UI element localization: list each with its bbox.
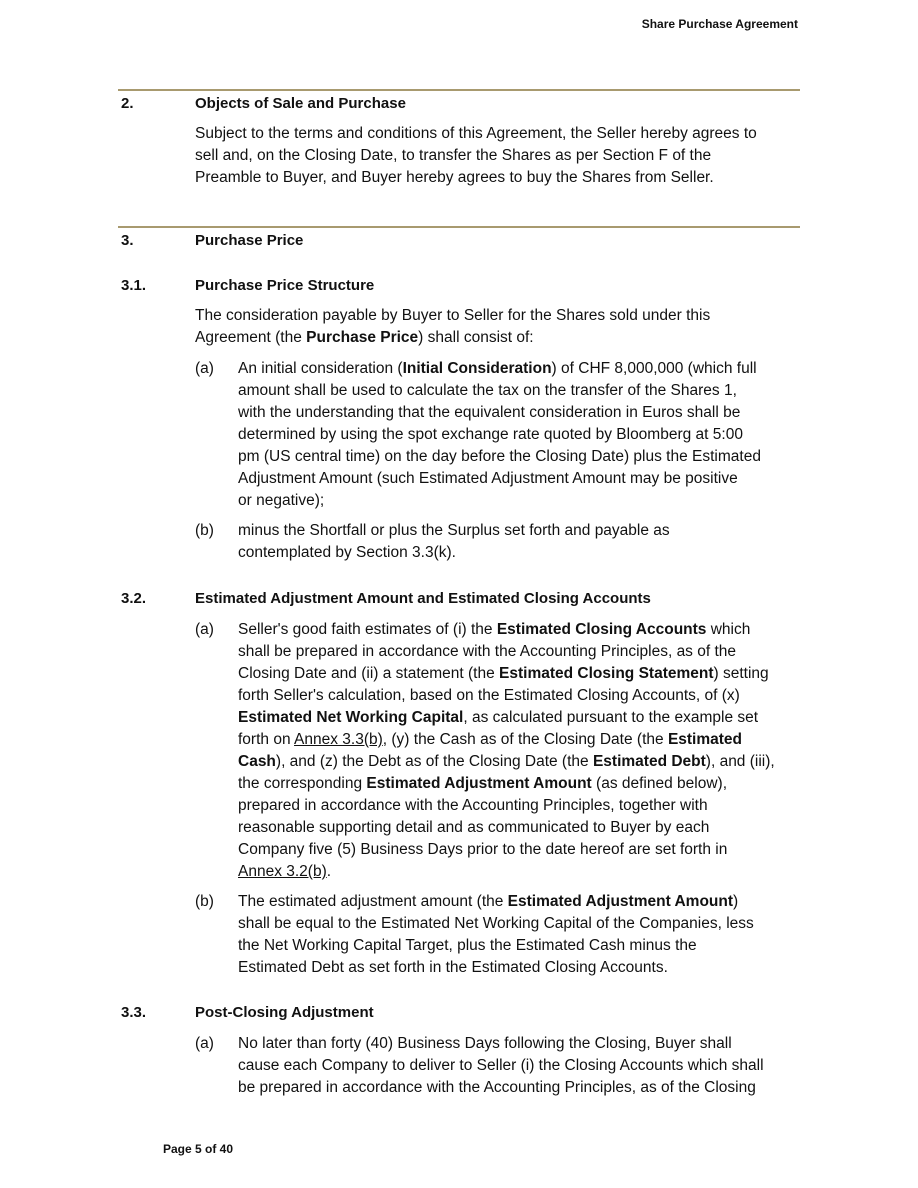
text-line xyxy=(238,490,808,512)
running-header: Share Purchase Agreement xyxy=(641,17,798,31)
annex-reference: Annex 3.2(b) xyxy=(238,863,327,880)
list-marker: (b) xyxy=(195,893,214,910)
text-run: ), and (iii), xyxy=(705,753,775,770)
section-divider xyxy=(118,226,800,228)
text-line xyxy=(238,380,808,402)
text-run: be prepared in accordance with the Accounting Principles, as of the Closing xyxy=(238,1079,756,1096)
text-run: Adjustment Amount (such Estimated Adjustment Amount may be positive xyxy=(238,470,738,487)
subsection-heading: Estimated Adjustment Amount and Estimated Closing Accounts xyxy=(195,590,651,607)
text-run: (as defined below), xyxy=(591,775,728,792)
text-run: pm (US central time) on the day before the Closing Date) plus the Estimated xyxy=(238,448,761,465)
text-line xyxy=(238,707,808,729)
text-run: the Net Working Capital Target, plus the Estimated Cash minus the xyxy=(238,937,697,954)
text-line xyxy=(238,542,808,564)
text-line xyxy=(238,424,808,446)
text-line xyxy=(238,402,808,424)
text-line xyxy=(238,795,808,817)
subsection-number: 3.2. xyxy=(121,590,147,607)
text-line xyxy=(238,935,808,957)
text-line xyxy=(238,839,808,861)
defined-term: Estimated Net Working Capital xyxy=(238,709,464,726)
text-run: determined by using the spot exchange rate quoted by Bloomberg at 5:00 xyxy=(238,426,743,443)
text-line xyxy=(195,305,805,327)
text-run: reasonable supporting detail and as communicated to Buyer by each xyxy=(238,819,710,836)
section-heading: Objects of Sale and Purchase xyxy=(195,95,406,112)
list-marker: (a) xyxy=(195,360,214,377)
text-run: Seller's good faith estimates of (i) the xyxy=(238,621,497,638)
text-line xyxy=(238,358,808,380)
text-run: , as calculated pursuant to the example set xyxy=(463,709,759,726)
defined-term: Cash xyxy=(238,753,276,770)
defined-term: Estimated xyxy=(667,731,743,748)
text-run: amount shall be used to calculate the tax on the transfer of the Shares 1, xyxy=(238,382,737,399)
text-run: The consideration payable by Buyer to Seller for the Shares sold under this xyxy=(195,307,711,324)
text-line xyxy=(195,145,805,167)
list-item xyxy=(238,358,808,512)
text-run: Agreement (the xyxy=(195,329,307,346)
text-line xyxy=(195,327,805,349)
text-run: No later than forty (40) Business Days following the Closing, Buyer shall xyxy=(238,1035,732,1052)
section-body xyxy=(195,123,805,189)
text-line xyxy=(238,817,808,839)
text-run: Preamble to Buyer, and Buyer hereby agrees to buy the Shares from Seller. xyxy=(195,169,714,186)
text-run: sell and, on the Closing Date, to transfer the Shares as per Section F of the xyxy=(195,147,712,164)
text-line xyxy=(238,446,808,468)
text-run: shall be prepared in accordance with the Accounting Principles, as of the xyxy=(238,643,737,660)
section-number: 3. xyxy=(121,232,134,249)
text-run: contemplated by Section 3.3(k). xyxy=(238,544,456,561)
subsection-number: 3.1. xyxy=(121,277,147,294)
text-run: with the understanding that the equivalent consideration in Euros shall be xyxy=(238,404,741,421)
text-line xyxy=(238,957,808,979)
text-run: forth Seller's calculation, based on the Estimated Closing Accounts, of (x) xyxy=(238,687,740,704)
text-run: An initial consideration ( xyxy=(238,360,403,377)
text-run: . xyxy=(326,863,332,880)
subsection-number: 3.3. xyxy=(121,1004,147,1021)
text-line xyxy=(238,619,808,641)
list-item xyxy=(238,619,808,883)
list-marker: (b) xyxy=(195,522,214,539)
text-line xyxy=(238,641,808,663)
text-run: Estimated Debt as set forth in the Estimated Closing Accounts. xyxy=(238,959,668,976)
text-run: ) setting xyxy=(713,665,769,682)
defined-term: Estimated Closing Statement xyxy=(499,665,714,682)
text-run: forth on xyxy=(238,731,295,748)
text-line xyxy=(238,913,808,935)
text-line xyxy=(238,1077,808,1099)
text-line xyxy=(238,729,808,751)
defined-term: Estimated Debt xyxy=(592,753,706,770)
text-line xyxy=(238,1055,808,1077)
defined-term: Purchase Price xyxy=(306,329,419,346)
text-run: Company five (5) Business Days prior to the date hereof are set forth in xyxy=(238,841,728,858)
list-item xyxy=(238,1033,808,1099)
list-marker: (a) xyxy=(195,621,214,638)
text-run: Subject to the terms and conditions of this Agreement, the Seller hereby agrees to xyxy=(195,125,757,142)
annex-reference: Annex 3.3(b) xyxy=(294,731,383,748)
text-line xyxy=(238,663,808,685)
page-number: Page 5 of 40 xyxy=(163,1142,234,1156)
text-run: the corresponding xyxy=(238,775,367,792)
text-run: ) shall consist of: xyxy=(418,329,534,346)
list-marker: (a) xyxy=(195,1035,214,1052)
text-run: or negative); xyxy=(238,492,325,509)
text-run: shall be equal to the Estimated Net Working Capital of the Companies, less xyxy=(238,915,754,932)
subsection-heading: Post-Closing Adjustment xyxy=(195,1004,374,1021)
text-run: The estimated adjustment amount (the xyxy=(238,893,508,910)
text-run: ) of CHF 8,000,000 (which full xyxy=(551,360,757,377)
text-line xyxy=(238,685,808,707)
text-line xyxy=(195,167,805,189)
subsection-heading: Purchase Price Structure xyxy=(195,277,375,294)
text-line xyxy=(238,1033,808,1055)
text-line xyxy=(238,468,808,490)
text-run: ), and (z) the Debt as of the Closing Date (the xyxy=(275,753,593,770)
text-run: prepared in accordance with the Accounting Principles, together with xyxy=(238,797,708,814)
list-item xyxy=(238,520,808,564)
defined-term: Initial Consideration xyxy=(402,360,552,377)
subsection-intro xyxy=(195,305,805,349)
text-run: minus the Shortfall or plus the Surplus set forth and payable as xyxy=(238,522,670,539)
defined-term: Estimated Adjustment Amount xyxy=(366,775,592,792)
text-run: cause each Company to deliver to Seller (i) the Closing Accounts which shall xyxy=(238,1057,764,1074)
text-run: , (y) the Cash as of the Closing Date (the xyxy=(382,731,668,748)
list-item xyxy=(238,891,808,979)
text-run: ) xyxy=(733,893,739,910)
section-number: 2. xyxy=(121,95,134,112)
text-line xyxy=(238,773,808,795)
text-line xyxy=(238,861,808,883)
text-line xyxy=(238,891,808,913)
section-heading: Purchase Price xyxy=(195,232,304,249)
text-line xyxy=(238,751,808,773)
text-run: Closing Date and (ii) a statement (the xyxy=(238,665,500,682)
text-line xyxy=(195,123,805,145)
defined-term: Estimated Adjustment Amount xyxy=(507,893,734,910)
text-run: which xyxy=(706,621,751,638)
section-divider xyxy=(118,89,800,91)
defined-term: Estimated Closing Accounts xyxy=(496,621,707,638)
text-line xyxy=(238,520,808,542)
